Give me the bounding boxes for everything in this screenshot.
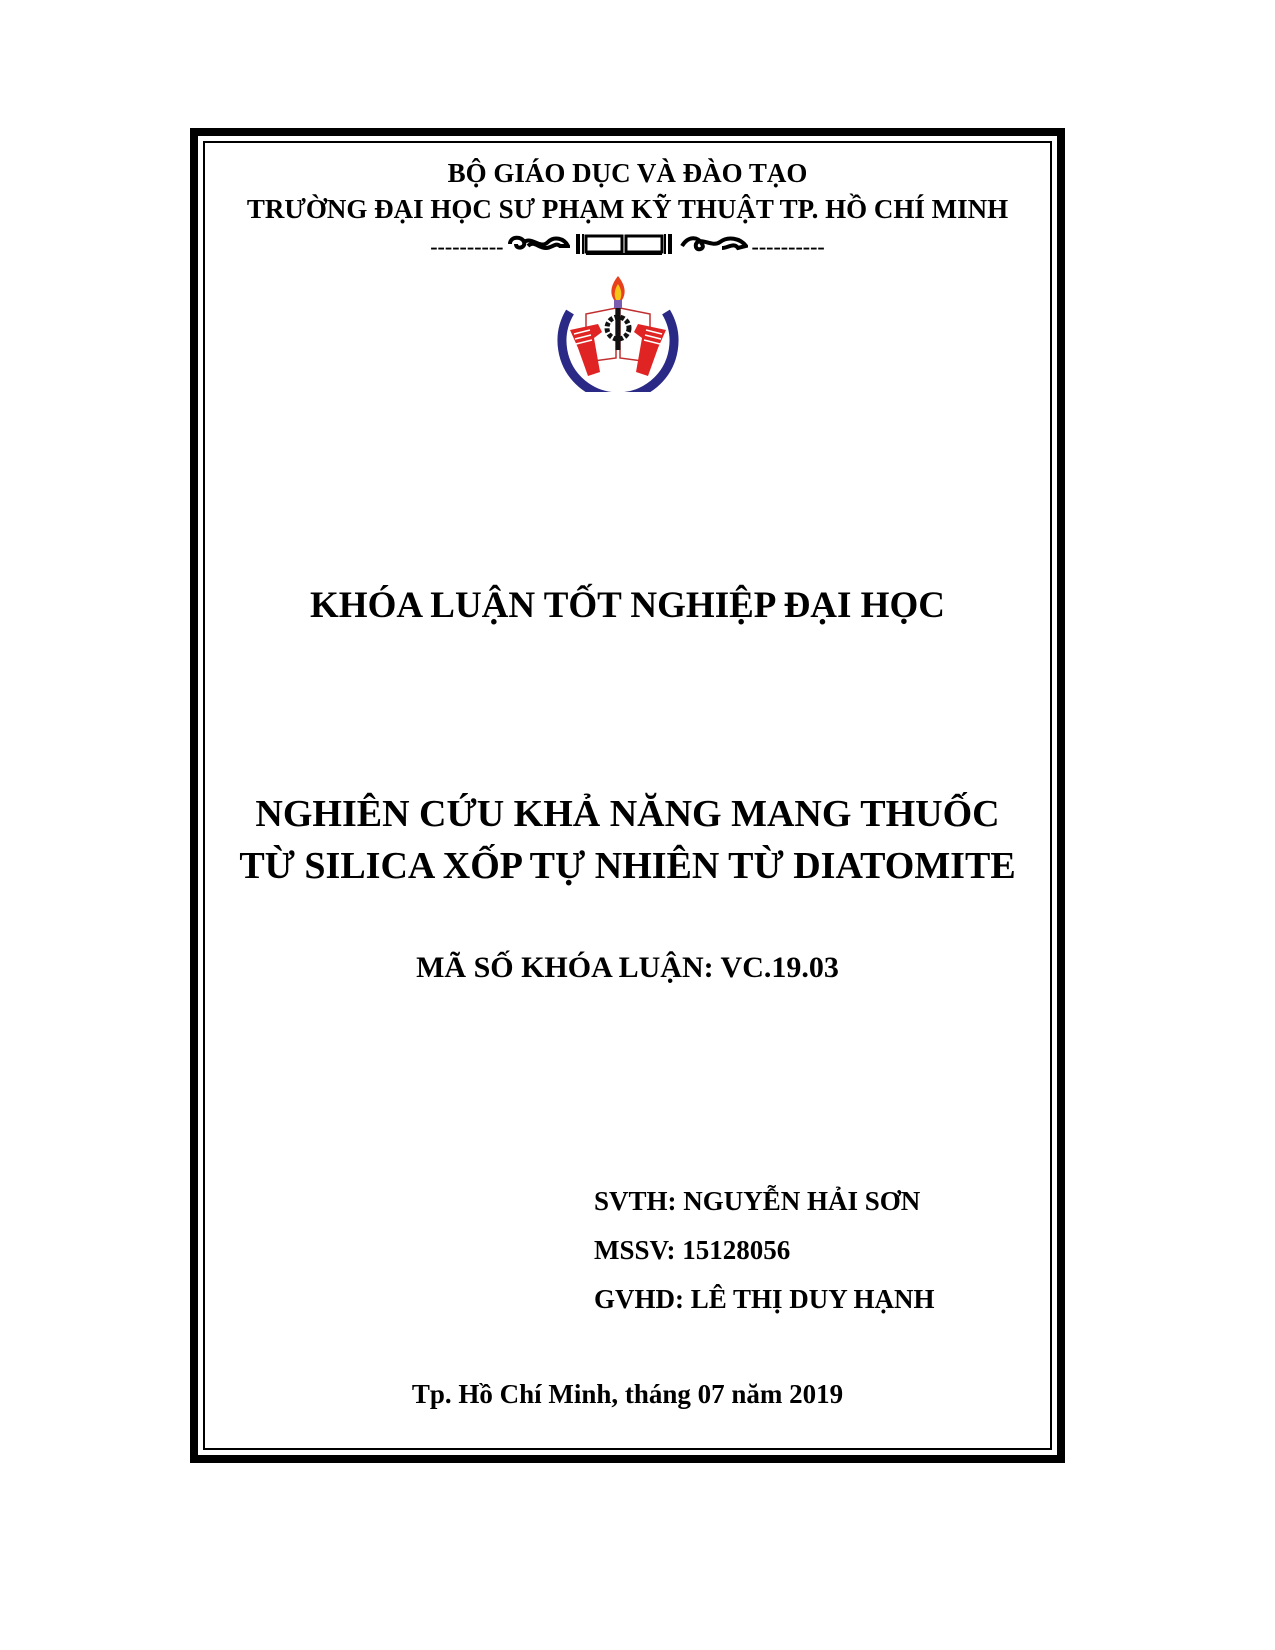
student-id: MSSV: 15128056 [594,1235,791,1265]
thesis-title-line-1: NGHIÊN CỨU KHẢ NĂNG MANG THUỐC [255,793,1000,835]
place-and-date: Tp. Hồ Chí Minh, tháng 07 năm 2019 [411,1379,844,1409]
ornament-dashes-left: ---------- [430,233,504,259]
supervisor-name: GVHD: LÊ THỊ DUY HẠNH [594,1284,935,1314]
thesis-type-heading: KHÓA LUẬN TỐT NGHIỆP ĐẠI HỌC [310,585,945,626]
open-book-icon [574,232,674,261]
right-scroll-flourish-icon [678,234,748,259]
thesis-code: MÃ SỐ KHÓA LUẬN: VC.19.03 [416,951,839,984]
university-logo [548,272,688,392]
left-scroll-flourish-icon [508,234,570,259]
page-border-outer [190,128,1065,1463]
thesis-title-line-2: TỪ SILICA XỐP TỰ NHIÊN TỪ DIATOMITE [239,845,1016,887]
student-name: SVTH: NGUYỄN HẢI SƠN [594,1186,921,1216]
ministry-name: BỘ GIÁO DỤC VÀ ĐÀO TẠO [447,158,808,188]
ornament-dashes-right: ---------- [751,233,825,259]
university-name: TRƯỜNG ĐẠI HỌC SƯ PHẠM KỸ THUẬT TP. HỒ CHÍ MINH [246,194,1009,224]
header-ornament [198,232,1057,261]
